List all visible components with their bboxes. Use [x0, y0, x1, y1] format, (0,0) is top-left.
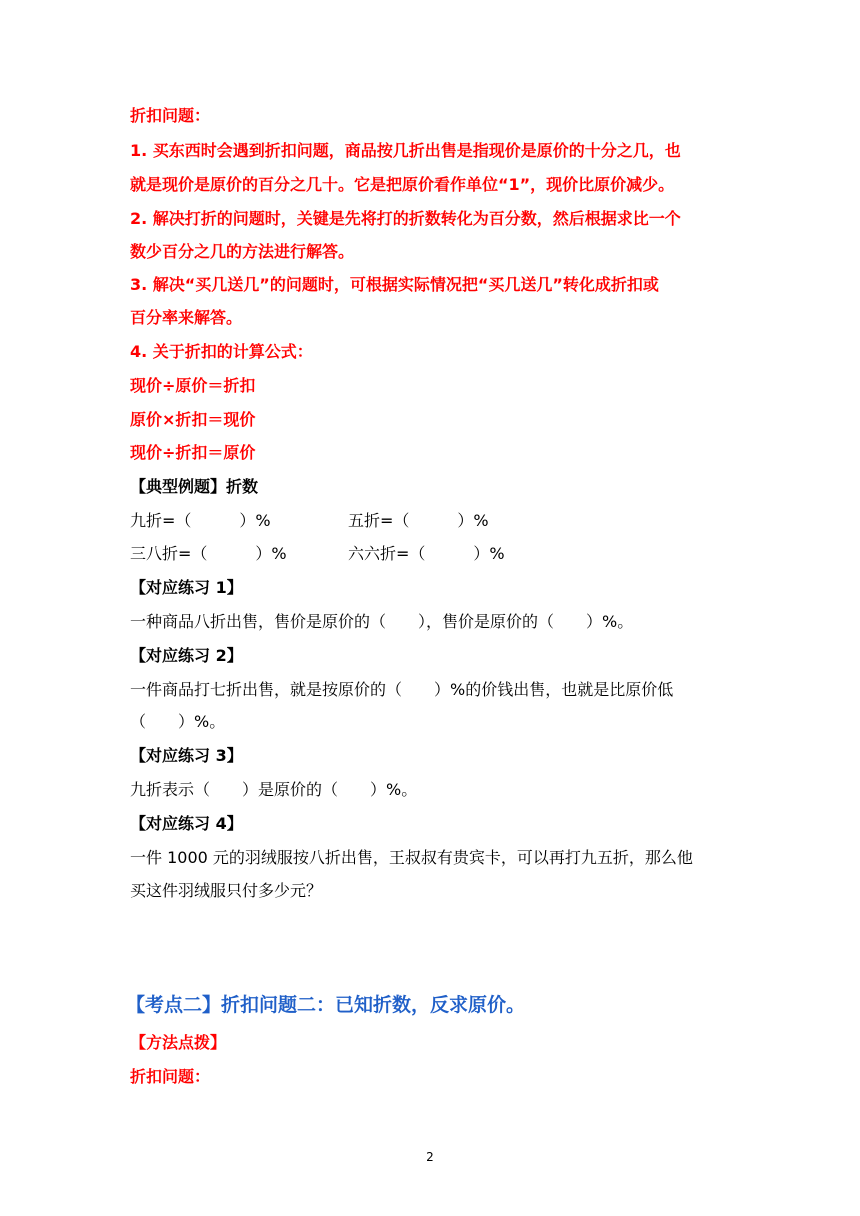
practice-4-line-1: 一件 1000 元的羽绒服按八折出售，王叔叔有贵宾卡，可以再打九五折，那么他: [130, 848, 693, 867]
example-title-bracket: 【典型例题】: [130, 477, 227, 496]
practice-2-line-1: 一件商品打七折出售，就是按原价的（ ）%的价钱出售，也就是比原价低: [130, 680, 674, 699]
practice-3-title: 【对应练习 3】: [130, 746, 243, 765]
formula-2: 原价×折扣＝现价: [130, 410, 256, 429]
example-question-1: 九折=（ ）%: [130, 511, 271, 530]
practice-4-title: 【对应练习 4】: [130, 814, 243, 833]
practice-2-line-2: （ ）%。: [130, 712, 226, 731]
section-2-sub-heading: 折扣问题：: [130, 1067, 211, 1086]
practice-1-line-1: 一种商品八折出售，售价是原价的（ ），售价是原价的（ ）%。: [130, 612, 634, 631]
example-title: [130, 476, 258, 498]
section-heading: 折扣问题：: [130, 106, 211, 125]
practice-3-line-1: 九折表示（ ）是原价的（ ）%。: [130, 780, 418, 799]
section-2-heading: 【考点二】折扣问题二：已知折数，反求原价。: [126, 994, 526, 1016]
formula-1: 现价÷原价＝折扣: [130, 376, 256, 395]
formula-3: 现价÷折扣＝原价: [130, 443, 256, 462]
example-question-3: 三八折=（ ）%: [130, 544, 287, 563]
point-1-line-2: 就是现价是原价的百分之几十。它是把原价看作单位“1”，现价比原价减少。: [130, 175, 675, 194]
example-question-4: 六六折=（ ）%: [348, 544, 505, 563]
point-2-line-2: 数少百分之几的方法进行解答。: [130, 242, 355, 261]
page-number: 2: [426, 1150, 434, 1164]
example-title-suffix: 折数: [226, 477, 259, 496]
practice-1-title: 【对应练习 1】: [130, 578, 243, 597]
point-3-line-2: 百分率来解答。: [130, 308, 243, 327]
point-4: 4. 关于折扣的计算公式：: [130, 342, 313, 361]
point-1-line-1: 1. 买东西时会遇到折扣问题，商品按几折出售是指现价是原价的十分之几，也: [130, 141, 681, 160]
example-question-2: 五折=（ ）%: [348, 511, 489, 530]
point-2-line-1: 2. 解决打折的问题时，关键是先将打的折数转化为百分数，然后根据求比一个: [130, 209, 681, 228]
practice-4-line-2: 买这件羽绒服只付多少元？: [130, 881, 323, 900]
point-3-line-1: 3. 解决“买几送几”的问题时，可根据实际情况把“买几送几”转化成折扣或: [130, 275, 659, 294]
method-title: 【方法点拨】: [130, 1033, 227, 1052]
practice-2-title: 【对应练习 2】: [130, 646, 243, 665]
